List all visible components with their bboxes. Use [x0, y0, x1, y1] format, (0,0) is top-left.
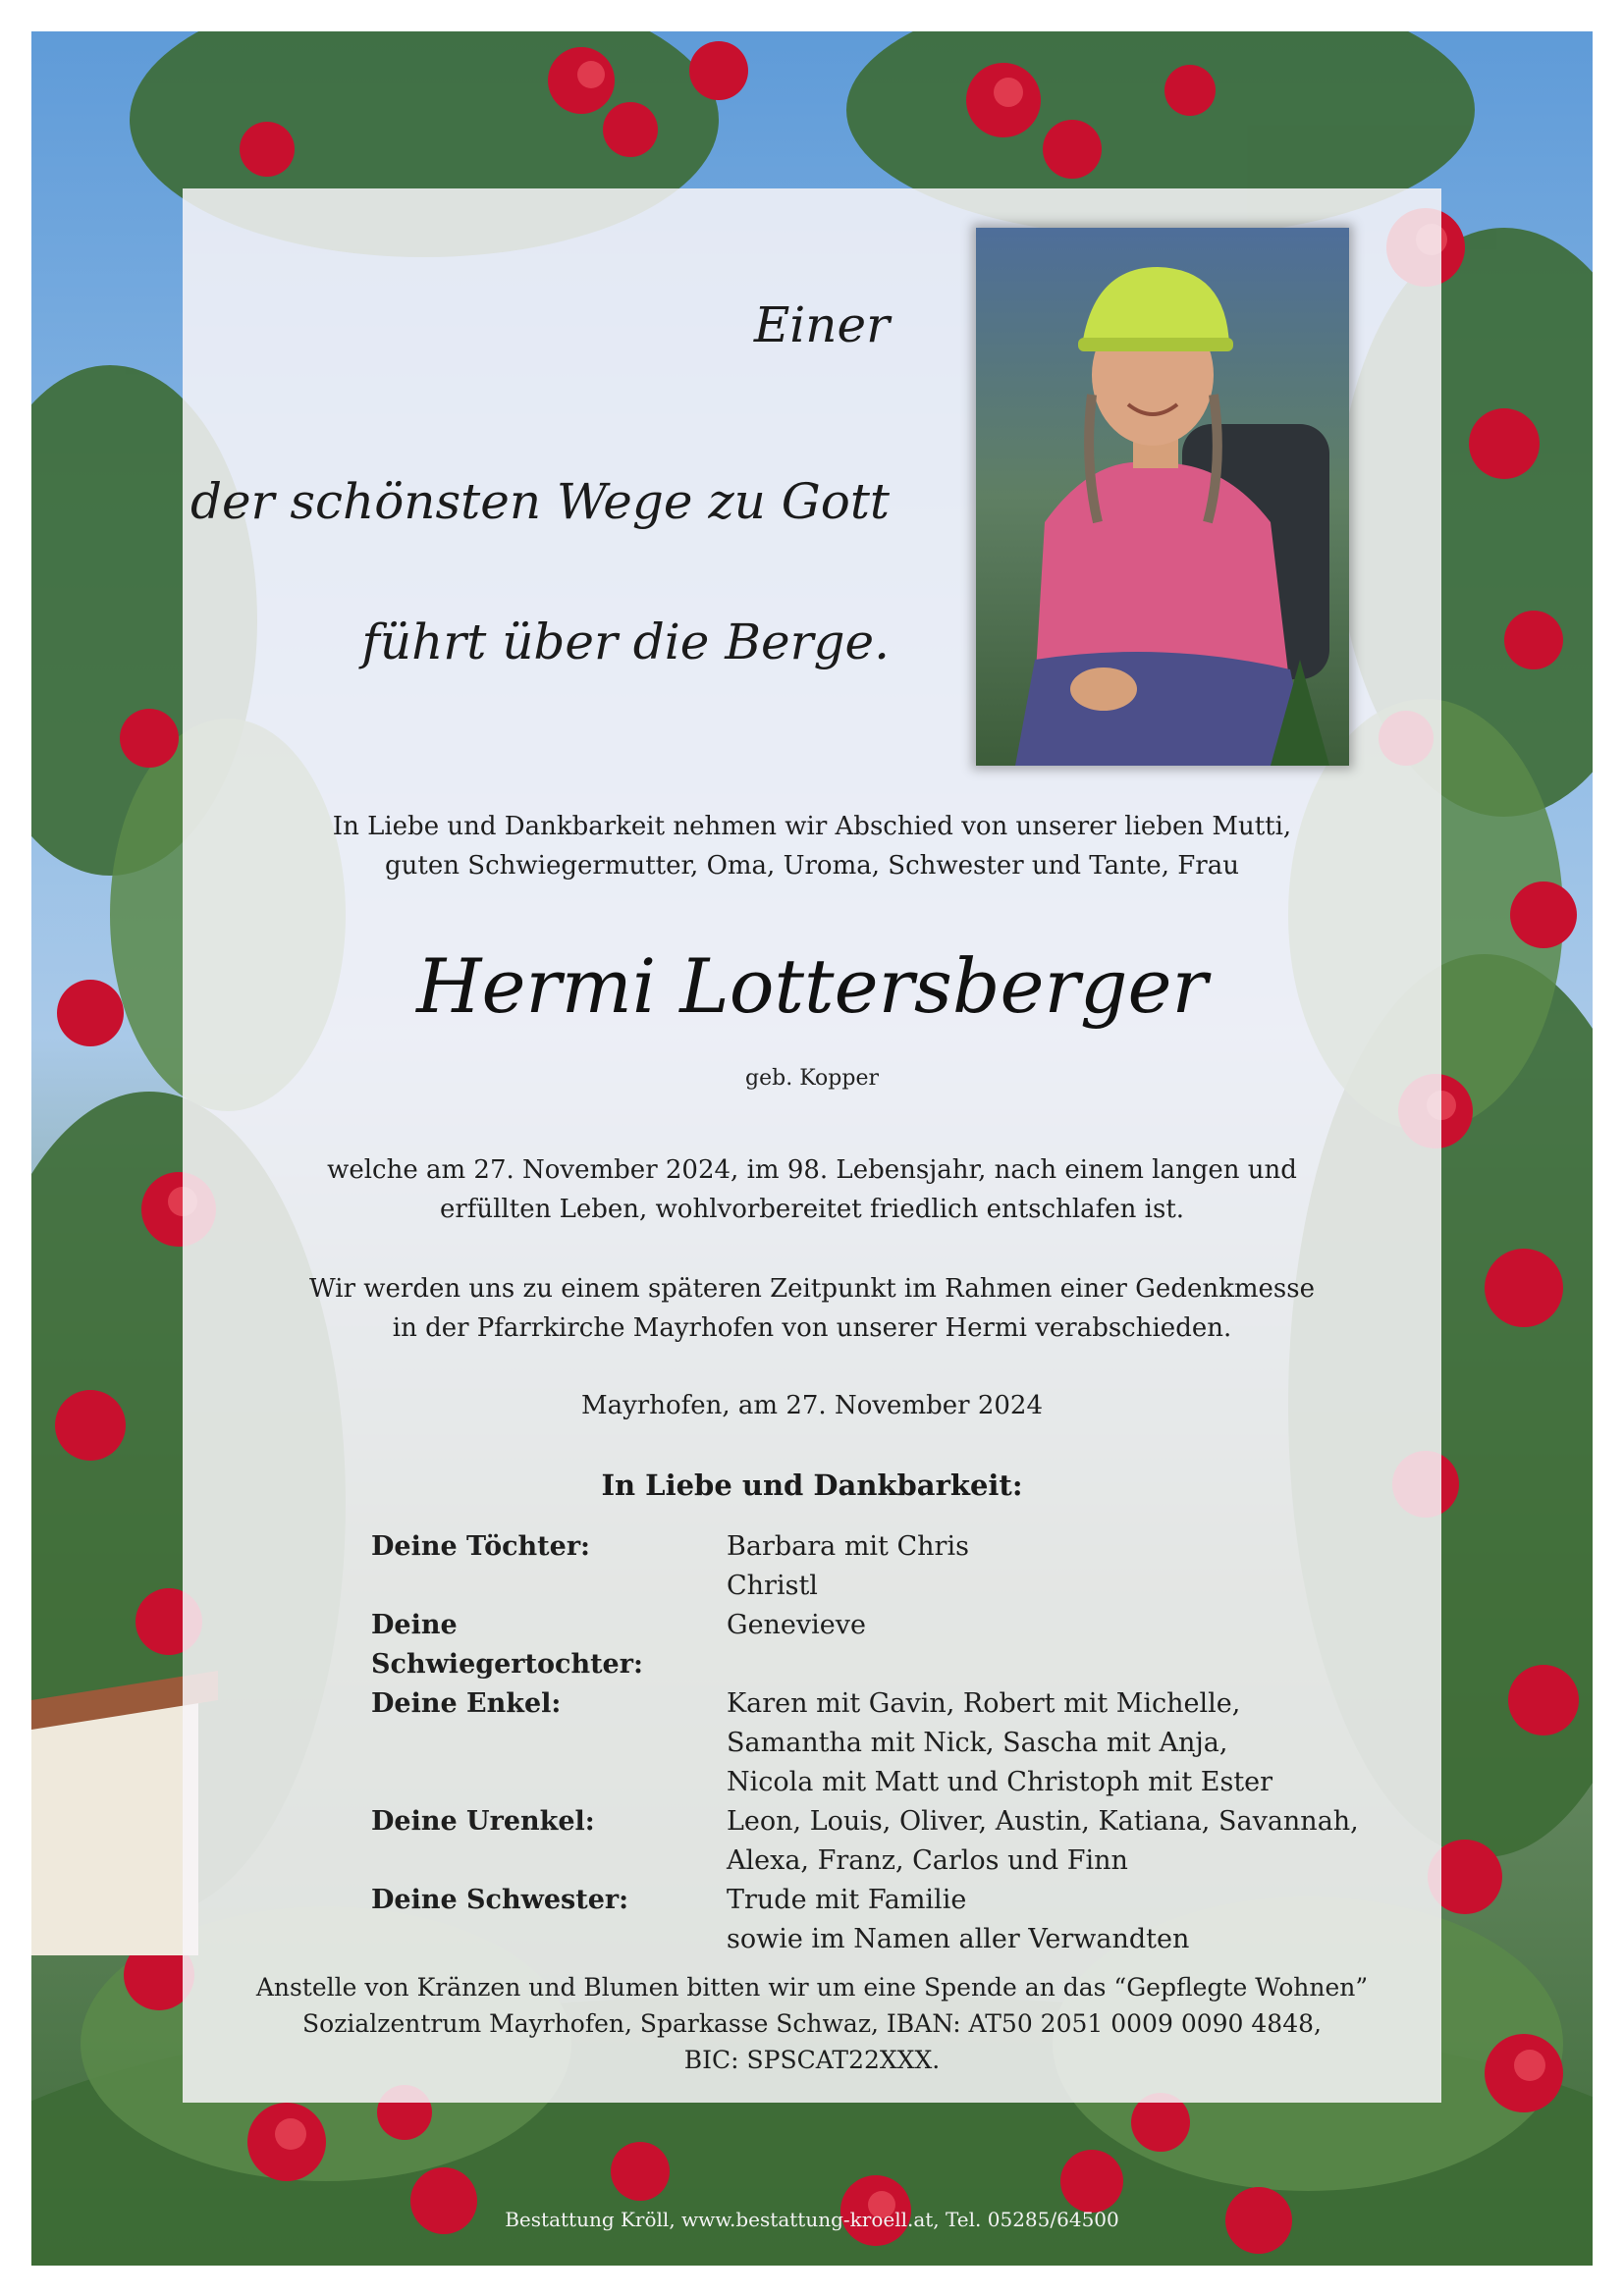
mourners-list — [371, 1527, 1402, 1959]
mourner-row — [371, 1527, 1402, 1606]
memorial-notice — [183, 1269, 1441, 1348]
mourner-label: Deine Enkel: — [371, 1688, 562, 1719]
verse-line-3: führt über die Berge. — [361, 614, 890, 670]
verse-line-2: der schönsten Wege zu Gott — [189, 473, 890, 530]
place-date: Mayrhofen, am 27. November 2024 — [581, 1391, 1043, 1420]
deceased-name: Hermi Lottersberger — [416, 942, 1208, 1030]
mourner-names — [727, 1527, 1402, 1606]
intro-line-2: guten Schwiegermutter, Oma, Uroma, Schwester und Tante, Frau — [385, 851, 1239, 881]
mourner-row — [371, 1881, 1402, 1959]
mourner-name-line: Barbara mit Chris — [727, 1531, 969, 1562]
mourner-name-line: Nicola mit Matt und Christoph mit Ester — [727, 1767, 1273, 1797]
mourners-heading: In Liebe und Dankbarkeit: — [601, 1468, 1023, 1502]
mourner-name-line: Alexa, Franz, Carlos und Finn — [727, 1845, 1128, 1876]
portrait-photo — [976, 228, 1349, 766]
death-notice-line-2: erfüllten Leben, wohlvorbereitet friedlich entschlafen ist. — [439, 1195, 1185, 1224]
mourner-names — [727, 1684, 1402, 1802]
mourner-label: Deine Töchter: — [371, 1531, 591, 1562]
mourner-name-line: Samantha mit Nick, Sascha mit Anja, — [727, 1728, 1228, 1758]
mourner-row — [371, 1606, 1402, 1684]
mourner-label: Deine Schwester: — [371, 1885, 629, 1915]
mourner-row — [371, 1802, 1402, 1881]
mourner-names — [727, 1802, 1402, 1881]
death-notice — [183, 1150, 1441, 1229]
funeral-home-footer: Bestattung Kröll, www.bestattung-kroell.at, Tel. 05285/64500 — [505, 2208, 1119, 2231]
mourner-label: Deine Schwiegertochter: — [371, 1610, 643, 1680]
mourner-name-line: Trude mit Familie — [727, 1885, 967, 1915]
portrait-illustration — [976, 228, 1349, 766]
mourner-names — [727, 1881, 1402, 1959]
mourner-name-line: Genevieve — [727, 1610, 867, 1640]
memorial-line-1: Wir werden uns zu einem späteren Zeitpunkt im Rahmen einer Gedenkmesse — [309, 1274, 1315, 1304]
mourner-label: Deine Urenkel: — [371, 1806, 595, 1837]
death-notice-line-1: welche am 27. November 2024, im 98. Lebensjahr, nach einem langen und — [327, 1155, 1297, 1185]
mourner-name-line: Leon, Louis, Oliver, Austin, Katiana, Savannah, — [727, 1806, 1359, 1837]
mourner-names — [727, 1606, 1402, 1684]
donation-line-2: Sozialzentrum Mayrhofen, Sparkasse Schwaz, IBAN: AT50 2051 0009 0090 4848, — [302, 2009, 1322, 2038]
donation-line-3: BIC: SPSCAT22XXX. — [683, 2046, 941, 2074]
memorial-line-2: in der Pfarrkirche Mayrhofen von unserer Hermi verabschieden. — [392, 1313, 1232, 1343]
mourner-name-line: Christl — [727, 1571, 818, 1601]
maiden-name: geb. Kopper — [745, 1066, 879, 1091]
donation-notice — [183, 1969, 1441, 2078]
mourner-name-line: Karen mit Gavin, Robert mit Michelle, — [727, 1688, 1241, 1719]
mourner-name-line: sowie im Namen aller Verwandten — [727, 1924, 1190, 1954]
mourner-row — [371, 1684, 1402, 1802]
verse-line-1: Einer — [753, 296, 890, 353]
donation-line-1: Anstelle von Kränzen und Blumen bitten wir um eine Spende an das “Gepflegte Wohnen” — [255, 1973, 1369, 2002]
intro-line-1: In Liebe und Dankbarkeit nehmen wir Abschied von unserer lieben Mutti, — [332, 812, 1292, 841]
intro-text — [183, 807, 1441, 885]
